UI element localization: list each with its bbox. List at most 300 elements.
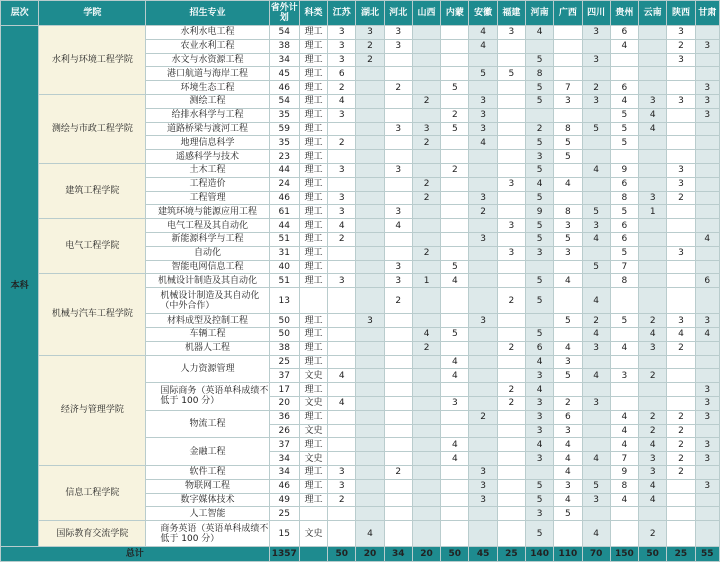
province-cell [497, 205, 525, 219]
province-cell [441, 424, 469, 438]
province-cell: 4 [328, 369, 356, 383]
province-cell [384, 108, 412, 122]
category-cell: 理工 [299, 341, 327, 355]
province-cell [582, 410, 610, 424]
province-cell: 3 [582, 53, 610, 67]
province-cell [582, 136, 610, 150]
province-cell [582, 177, 610, 191]
province-cell [384, 452, 412, 466]
province-cell [469, 288, 497, 314]
province-cell: 4 [469, 136, 497, 150]
province-cell [356, 177, 384, 191]
province-cell [667, 232, 695, 246]
province-cell [412, 493, 440, 507]
total-plan: 1357 [269, 547, 299, 562]
plan-cell: 44 [269, 219, 299, 233]
province-cell [328, 438, 356, 452]
province-cell [525, 314, 553, 328]
province-cell: 5 [582, 205, 610, 219]
province-cell [412, 232, 440, 246]
province-cell [356, 479, 384, 493]
province-cell [384, 177, 412, 191]
province-cell [412, 260, 440, 274]
province-cell [412, 314, 440, 328]
province-cell [639, 81, 667, 95]
province-cell: 8 [610, 479, 638, 493]
province-cell [695, 465, 719, 479]
province-cell [441, 383, 469, 397]
province-cell: 3 [497, 219, 525, 233]
province-cell [412, 288, 440, 314]
province-cell [356, 108, 384, 122]
province-cell: 2 [412, 94, 440, 108]
province-cell: 4 [525, 177, 553, 191]
province-cell [356, 493, 384, 507]
major-cell: 地理信息科学 [146, 136, 269, 150]
province-cell [554, 383, 582, 397]
province-cell [497, 191, 525, 205]
province-cell [554, 53, 582, 67]
major-cell: 人力资源管理 [146, 355, 269, 383]
province-cell [412, 479, 440, 493]
province-cell: 4 [610, 341, 638, 355]
province-cell [667, 396, 695, 410]
province-cell: 3 [497, 177, 525, 191]
province-cell: 5 [610, 246, 638, 260]
major-cell: 软件工程 [146, 465, 269, 479]
province-cell [497, 369, 525, 383]
province-cell: 4 [525, 438, 553, 452]
province-cell: 7 [554, 81, 582, 95]
province-cell: 2 [667, 341, 695, 355]
province-cell: 3 [525, 410, 553, 424]
province-cell [328, 452, 356, 466]
column-header: 内蒙 [441, 1, 469, 26]
province-cell [356, 150, 384, 164]
plan-cell: 54 [269, 26, 299, 40]
province-cell: 5 [441, 260, 469, 274]
province-cell: 3 [328, 465, 356, 479]
total-province: 50 [441, 547, 469, 562]
province-cell: 5 [525, 327, 553, 341]
major-cell: 材料成型及控制工程 [146, 314, 269, 328]
category-cell: 理工 [299, 163, 327, 177]
province-cell [328, 314, 356, 328]
province-cell: 9 [610, 163, 638, 177]
province-cell [695, 163, 719, 177]
major-cell: 人工智能 [146, 507, 269, 521]
province-cell [639, 219, 667, 233]
province-cell: 5 [610, 136, 638, 150]
province-cell [412, 369, 440, 383]
province-cell [356, 369, 384, 383]
total-province: 20 [356, 547, 384, 562]
province-cell [441, 314, 469, 328]
province-cell [384, 67, 412, 81]
category-cell: 理工 [299, 136, 327, 150]
province-cell: 5 [441, 122, 469, 136]
province-cell [384, 493, 412, 507]
province-cell [384, 94, 412, 108]
province-cell: 4 [525, 383, 553, 397]
province-cell: 3 [639, 94, 667, 108]
plan-cell: 35 [269, 136, 299, 150]
province-cell [328, 355, 356, 369]
major-cell: 工程造价 [146, 177, 269, 191]
province-cell [328, 177, 356, 191]
province-cell [695, 26, 719, 40]
province-cell: 4 [441, 369, 469, 383]
province-cell: 3 [695, 479, 719, 493]
province-cell: 3 [384, 163, 412, 177]
province-cell: 2 [497, 341, 525, 355]
province-cell [384, 479, 412, 493]
category-cell: 理工 [299, 383, 327, 397]
province-cell [356, 410, 384, 424]
province-cell: 3 [695, 108, 719, 122]
province-cell: 2 [384, 81, 412, 95]
major-cell: 给排水科学与工程 [146, 108, 269, 122]
province-cell [469, 327, 497, 341]
province-cell [695, 122, 719, 136]
plan-cell: 38 [269, 341, 299, 355]
plan-cell: 23 [269, 150, 299, 164]
province-cell: 5 [525, 53, 553, 67]
column-header: 广西 [554, 1, 582, 26]
major-cell: 新能源科学与工程 [146, 232, 269, 246]
total-province: 50 [639, 547, 667, 562]
province-cell [497, 452, 525, 466]
province-cell [356, 94, 384, 108]
province-cell [695, 150, 719, 164]
category-cell: 理工 [299, 219, 327, 233]
total-province: 25 [497, 547, 525, 562]
province-cell [497, 355, 525, 369]
province-cell [582, 246, 610, 260]
province-cell: 5 [441, 81, 469, 95]
province-cell [384, 314, 412, 328]
province-cell [639, 507, 667, 521]
province-cell: 3 [695, 396, 719, 410]
table-row [1, 521, 720, 547]
province-cell [412, 39, 440, 53]
province-cell [441, 507, 469, 521]
province-cell: 5 [525, 479, 553, 493]
province-cell: 3 [554, 219, 582, 233]
category-cell: 理工 [299, 150, 327, 164]
province-cell [695, 53, 719, 67]
province-cell [639, 396, 667, 410]
province-cell [639, 53, 667, 67]
major-cell: 国际商务（英语单科成绩不低于 100 分） [146, 383, 269, 411]
province-cell: 6 [328, 67, 356, 81]
province-cell: 7 [610, 452, 638, 466]
province-cell: 4 [582, 232, 610, 246]
province-cell [469, 396, 497, 410]
province-cell [356, 191, 384, 205]
column-header: 四川 [582, 1, 610, 26]
plan-cell: 50 [269, 327, 299, 341]
province-cell [356, 355, 384, 369]
total-province: 150 [610, 547, 638, 562]
province-cell: 8 [610, 191, 638, 205]
plan-cell: 46 [269, 81, 299, 95]
province-cell: 4 [610, 94, 638, 108]
province-cell [356, 136, 384, 150]
province-cell: 3 [582, 219, 610, 233]
province-cell [695, 260, 719, 274]
province-cell: 3 [384, 260, 412, 274]
province-cell: 2 [356, 53, 384, 67]
province-cell: 2 [384, 288, 412, 314]
province-cell [328, 150, 356, 164]
major-cell: 金融工程 [146, 438, 269, 466]
province-cell [695, 521, 719, 547]
province-cell [384, 438, 412, 452]
province-cell [695, 177, 719, 191]
province-cell: 2 [639, 369, 667, 383]
province-cell: 3 [384, 26, 412, 40]
province-cell: 2 [412, 246, 440, 260]
province-cell [441, 341, 469, 355]
province-cell [328, 521, 356, 547]
category-cell: 理工 [299, 465, 327, 479]
province-cell [554, 67, 582, 81]
province-cell: 5 [525, 81, 553, 95]
table-body [1, 26, 720, 547]
category-cell: 理工 [299, 122, 327, 136]
province-cell [441, 410, 469, 424]
total-province: 50 [328, 547, 356, 562]
college-cell: 测绘与市政工程学院 [39, 94, 146, 163]
province-cell [582, 67, 610, 81]
province-cell [695, 246, 719, 260]
plan-cell: 35 [269, 108, 299, 122]
province-cell [667, 122, 695, 136]
province-cell: 5 [582, 479, 610, 493]
province-cell [441, 232, 469, 246]
province-cell [610, 327, 638, 341]
province-cell: 7 [610, 260, 638, 274]
province-cell: 5 [610, 122, 638, 136]
province-cell [639, 67, 667, 81]
province-cell: 2 [639, 314, 667, 328]
province-cell: 2 [328, 493, 356, 507]
plan-cell: 34 [269, 465, 299, 479]
province-cell [356, 288, 384, 314]
province-cell: 4 [554, 438, 582, 452]
level-cell: 本科 [1, 26, 39, 547]
province-cell: 3 [441, 396, 469, 410]
college-cell: 机械与汽车工程学院 [39, 274, 146, 355]
province-cell [384, 327, 412, 341]
province-cell [497, 39, 525, 53]
province-cell [497, 314, 525, 328]
province-cell [497, 410, 525, 424]
plan-cell: 37 [269, 438, 299, 452]
province-cell: 3 [525, 246, 553, 260]
province-cell: 4 [610, 410, 638, 424]
province-cell: 4 [695, 327, 719, 341]
province-cell [582, 108, 610, 122]
category-cell: 理工 [299, 205, 327, 219]
plan-cell: 26 [269, 424, 299, 438]
province-cell [384, 191, 412, 205]
major-cell: 测绘工程 [146, 94, 269, 108]
province-cell: 3 [469, 493, 497, 507]
province-cell [356, 205, 384, 219]
province-cell: 3 [554, 479, 582, 493]
province-cell [639, 383, 667, 397]
province-cell [667, 383, 695, 397]
column-header: 湖北 [356, 1, 384, 26]
province-cell: 2 [469, 205, 497, 219]
major-cell: 农业水利工程 [146, 39, 269, 53]
province-cell [554, 521, 582, 547]
province-cell: 2 [667, 465, 695, 479]
province-cell [441, 39, 469, 53]
province-cell [497, 122, 525, 136]
total-province: 55 [695, 547, 719, 562]
province-cell: 8 [554, 205, 582, 219]
province-cell [695, 341, 719, 355]
category-cell: 理工 [299, 26, 327, 40]
plan-cell: 51 [269, 232, 299, 246]
plan-cell: 37 [269, 369, 299, 383]
province-cell [497, 493, 525, 507]
province-cell [667, 81, 695, 95]
province-cell: 3 [497, 26, 525, 40]
province-cell: 3 [328, 163, 356, 177]
major-cell: 自动化 [146, 246, 269, 260]
plan-cell: 13 [269, 288, 299, 314]
province-cell: 3 [667, 94, 695, 108]
province-cell: 4 [328, 94, 356, 108]
province-cell [610, 355, 638, 369]
province-cell: 2 [582, 81, 610, 95]
province-cell: 2 [525, 122, 553, 136]
plan-cell: 61 [269, 205, 299, 219]
column-header: 贵州 [610, 1, 638, 26]
province-cell: 3 [639, 191, 667, 205]
plan-cell: 34 [269, 452, 299, 466]
province-cell: 9 [610, 465, 638, 479]
province-cell: 9 [525, 205, 553, 219]
province-cell [356, 452, 384, 466]
province-cell [469, 81, 497, 95]
province-cell: 4 [412, 327, 440, 341]
category-cell: 理工 [299, 260, 327, 274]
province-cell: 4 [695, 232, 719, 246]
province-cell: 2 [412, 136, 440, 150]
province-cell [667, 355, 695, 369]
province-cell: 5 [554, 232, 582, 246]
total-province: 140 [525, 547, 553, 562]
plan-cell: 15 [269, 521, 299, 547]
province-cell: 3 [639, 465, 667, 479]
province-cell: 4 [441, 274, 469, 288]
category-cell: 文史 [299, 396, 327, 410]
province-cell: 3 [469, 232, 497, 246]
category-cell: 理工 [299, 314, 327, 328]
province-cell: 5 [525, 493, 553, 507]
category-cell: 理工 [299, 274, 327, 288]
province-cell [639, 260, 667, 274]
province-cell: 2 [441, 163, 469, 177]
category-cell: 理工 [299, 67, 327, 81]
province-cell [554, 288, 582, 314]
plan-cell: 51 [269, 274, 299, 288]
category-cell: 理工 [299, 232, 327, 246]
province-cell: 4 [582, 369, 610, 383]
province-cell [328, 122, 356, 136]
province-cell: 6 [525, 341, 553, 355]
province-cell: 2 [412, 341, 440, 355]
province-cell [639, 288, 667, 314]
plan-cell: 24 [269, 177, 299, 191]
province-cell: 3 [469, 191, 497, 205]
province-cell: 4 [554, 452, 582, 466]
province-cell [441, 53, 469, 67]
category-cell: 理工 [299, 94, 327, 108]
province-cell: 2 [639, 424, 667, 438]
province-cell: 3 [525, 150, 553, 164]
province-cell: 2 [667, 39, 695, 53]
province-cell: 4 [441, 452, 469, 466]
province-cell: 4 [554, 465, 582, 479]
column-header: 江苏 [328, 1, 356, 26]
province-cell [356, 465, 384, 479]
province-cell [497, 274, 525, 288]
column-header: 甘肃 [695, 1, 719, 26]
total-province: 25 [667, 547, 695, 562]
province-cell [695, 288, 719, 314]
total-row [1, 547, 720, 562]
plan-cell: 46 [269, 479, 299, 493]
major-cell: 物联网工程 [146, 479, 269, 493]
province-cell [384, 136, 412, 150]
category-cell: 理工 [299, 177, 327, 191]
province-cell [384, 507, 412, 521]
province-cell: 4 [328, 219, 356, 233]
province-cell: 2 [328, 232, 356, 246]
major-cell: 智能电网信息工程 [146, 260, 269, 274]
province-cell [525, 108, 553, 122]
major-cell: 车辆工程 [146, 327, 269, 341]
province-cell: 1 [412, 274, 440, 288]
province-cell [497, 260, 525, 274]
province-cell: 2 [497, 383, 525, 397]
category-cell: 文史 [299, 452, 327, 466]
header-row [1, 1, 720, 26]
province-cell [384, 410, 412, 424]
province-cell [497, 507, 525, 521]
province-cell [441, 246, 469, 260]
province-cell [441, 67, 469, 81]
province-cell: 6 [695, 274, 719, 288]
province-cell [441, 136, 469, 150]
province-cell [639, 355, 667, 369]
province-cell [356, 246, 384, 260]
column-header: 福建 [497, 1, 525, 26]
category-cell: 理工 [299, 53, 327, 67]
province-cell [328, 288, 356, 314]
province-cell [441, 219, 469, 233]
plan-cell: 31 [269, 246, 299, 260]
province-cell [554, 163, 582, 177]
province-cell: 3 [328, 479, 356, 493]
province-cell: 3 [328, 26, 356, 40]
